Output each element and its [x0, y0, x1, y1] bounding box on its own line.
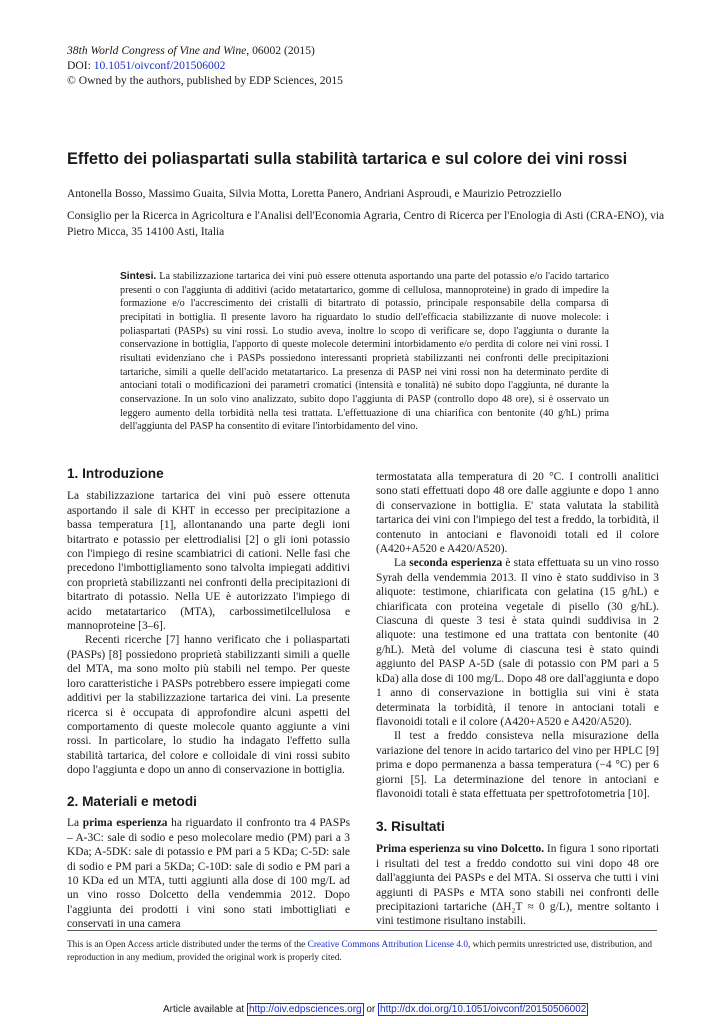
- methods-p1-text: ha riguardato il confronto tra 4 PASPs – A-3C: sale di sodio e peso molecolare medio (PM) pari a 3 KDa; A-5DK: sale di potassio e PM pari a 5 KDa; C-5D: sale di sodio e PM pari a 5KDa; C-10D: sale di sodio e PM pari a 10 KDa ed un MTA, tutti aggiunti alla dose di 100 mg/L ad un vino rosso Dolcetto della vendemmia 2012. Dopo l'aggiunta dei prodotti i vini sono stati imbottigliati e conservati in una camera: [67, 817, 350, 931]
- right-column-results: [376, 820, 659, 929]
- journal-citation: [67, 43, 343, 58]
- methods-p3-bold: seconda esperienza: [409, 557, 503, 570]
- methods-p1-bold: prima esperienza: [82, 817, 168, 830]
- doi-line: [67, 58, 343, 73]
- section-heading-materiali-metodi: 2. Materiali e metodi: [67, 794, 197, 809]
- methods-paragraph-4: Il test a freddo consisteva nella misurazione della variazione del tenore in acido tartarico del vino per HPLC [9] prima e dopo permanenza a bassa temperatura (−4 °C) per 6 giorni [5]. La determinazione del tenore in antociani e flavonoidi totali è stata effettuata per spettrofotometria [10].: [376, 730, 659, 800]
- paper-title: Effetto dei poliaspartati sulla stabilità tartarica e sul colore dei vini rossi: [67, 150, 628, 168]
- left-column-methods: [67, 795, 350, 932]
- results-p1-text: In figura 1 sono riportati i risultati del test a freddo condotto sui vini dopo 48 ore dall'aggiunta dei PASPs e del MTA. Si osserva che tutti i vini aggiunti di PASPs e MTA sono stabili nei confronti delle precipitazioni tartariche (ΔH₂T ≈ 0 g/L), mentre soltanto i vini testimone risultano instabili.: [376, 843, 659, 928]
- left-column: [67, 467, 350, 778]
- results-paragraph-1: [376, 842, 659, 928]
- intro-paragraph-1: La stabilizzazione tartarica dei vini può essere ottenuta asportando il sale di KHT in eccesso per precipitazione a bassa temperatura [1], allontanando una parte degli ioni bitartrato e potassio per elettrodialisi [2] o gli ioni potassio con l'impiego di resine scambiatrici di cationi. Nelle fasi che precedono l'imbottigliamento sono talvolta impiegati additivi con proprietà stabilizzanti nei confronti della precipitazioni di bitartrato di potassio. Nella UE è autorizzato l'impiego di acido metatartarico (MTA), carbossimetilcellulosa e mannoproteine [3–6].: [67, 490, 350, 633]
- author-list: Antonella Bosso, Massimo Guaita, Silvia Motta, Loretta Panero, Andriani Asproudi, e Maurizio Petrozziello: [67, 188, 562, 200]
- abstract-label: Sintesi.: [120, 271, 157, 282]
- license-text-a: This is an Open Access article distributed under the terms of the: [67, 940, 308, 950]
- journal-volume: , 06002 (2015): [246, 44, 315, 57]
- doi-link[interactable]: 10.1051/oivconf/201506002: [93, 59, 226, 72]
- methods-paragraph-2: termostatata alla temperatura di 20 °C. I controlli analitici sono stati effettuati dopo 48 ore dalle aggiunte e dopo 1 anno di conservazione in bottiglia. E' stata valutata la stabilità tartarica dei vini con l'impiego del test a freddo, la torbidità, il contenuto in antociani e flavonoidi totali ed il colore (A420+A520 e A420/A520).: [376, 471, 659, 556]
- methods-paragraph-1: [67, 816, 350, 931]
- methods-paragraph-3: [376, 556, 659, 729]
- journal-header: [67, 43, 343, 88]
- license-link[interactable]: Creative Commons Attribution License 4.0: [307, 940, 468, 950]
- footnote-divider: [67, 930, 657, 931]
- section-heading-risultati: 3. Risultati: [376, 819, 445, 834]
- license-footnote: [67, 939, 667, 964]
- abstract: [120, 270, 609, 434]
- methods-p3-lead: La: [394, 557, 410, 570]
- oiv-link[interactable]: http://oiv.edpsciences.org: [248, 1004, 362, 1015]
- availability-prefix: Article available at: [163, 1004, 247, 1015]
- abstract-text: La stabilizzazione tartarica dei vini può essere ottenuta asportando una parte del potassio e/o l'acido tartarico presenti o con l'aggiunta di additivi (acido metatartarico, gomme di cellulosa, mannoproteine) in grado di impedire la formazione e/o l'accrescimento dei cristalli di bitartrato di potassio, principale responsabile della comparsa di precipitati in bottiglia. Il presente lavoro ha riguardato lo studio dell'efficacia stabilizzante di nuove molecole: i poliaspartati (PASPs) su vini rossi. Lo studio aveva, inoltre lo scopo di verificare se, dopo l'aggiunta o durante la conservazione in bottiglia, l'apporto di queste molecole determini intorbidamento e/o perdita di colore nei vini rossi. I risultati evidenziano che i PASPs possiedono interessanti proprietà stabilizzanti nei confronti delle precipitazioni tartariche, simili a quelle dell'acido metatartarico. La presenza di PASP nei vini rossi non ha determinato perdite di antociani totali o modificazioni dei parametri cromatici (intensità e tonalità) né subito dopo l'aggiunta, né durante la conservazione. In un solo vino analizzato, subito dopo l'aggiunta di PASP (controllo dopo 48 ore), si è osservato un leggero aumento della torbidità nella tesi trattata. L'effettuazione di una chiarifica con bentonite (40 g/hL) prima dell'aggiunta del PASP ha consentito di evitare l'intorbidamento del vino.: [120, 271, 609, 433]
- intro-paragraph-2: Recenti ricerche [7] hanno verificato che i poliaspartati (PASPs) [8] possiedono proprietà stabilizzanti simili a quelle del MTA, ma sono molto più stabili nel tempo. Per queste loro caratteristiche i PASPs potrebbero essere impiegati come additivi per la stabilizzazione tartarica dei vini. La presente ricerca si è occupata di approfondire alcuni aspetti del comportamento di queste molecole quanto aggiunte a vini rossi. In particolare, lo studio ha indagato l'effetto sulla stabilità tartarica, del colore e colloidale di vini rossi subito dopo l'aggiunta e dopo un anno di conservazione in bottiglia.: [67, 634, 350, 777]
- right-column: [376, 470, 659, 801]
- copyright-notice: © Owned by the authors, published by EDP Sciences, 2015: [67, 74, 343, 87]
- section-heading-introduzione: 1. Introduzione: [67, 466, 164, 481]
- affiliation: Consiglio per la Ricerca in Agricoltura e l'Analisi dell'Economia Agraria, Centro di Ricerca per l'Enologia di Asti (CRA-ENO), via Pietro Micca, 35 14100 Asti, Italia: [67, 210, 665, 238]
- journal-name: 38th World Congress of Vine and Wine: [67, 44, 247, 57]
- results-p1-bold: Prima esperienza su vino Dolcetto.: [376, 843, 545, 856]
- license-text-b: , which permits unrestricted use, distribution, and reproduction in any medium, provided the original work is properly cited.: [67, 940, 653, 963]
- methods-p3-text: è stata effettuata su un vino rosso Syrah della vendemmia 2013. Il vino è stato suddiviso in 3 aliquote: testimone, chiarificata con gelatina (15 g/hL) e chiarificata con proteina vegetale di pisello (30 g/hL). Ciascuna di queste 3 tesi è stata quindi suddivisa in 2 aliquote: una testimone ed una trattata con bentonite (40 g/hL). Metà del volume di ciascuna tesi è stato quindi aggiunto del PASP A-5D (sale di potassio con PM pari a 5 kDa) alla dose di 100 mg/L. Dopo 48 ore dall'aggiunta e dopo 1 anno di conservazione in bottiglia sui vini è stata determinata la torbidità, il tenore in antociani totali e flavonoidi totali e il colore (A420+A520 e A420/A520).: [376, 557, 659, 728]
- availability-mid: or: [363, 1004, 379, 1015]
- methods-p1-lead: La: [67, 817, 83, 830]
- doi-label: DOI:: [67, 59, 94, 72]
- article-availability: [163, 1004, 588, 1015]
- doi-full-link[interactable]: http://dx.doi.org/10.1051/oivconf/20150506002: [380, 1004, 587, 1015]
